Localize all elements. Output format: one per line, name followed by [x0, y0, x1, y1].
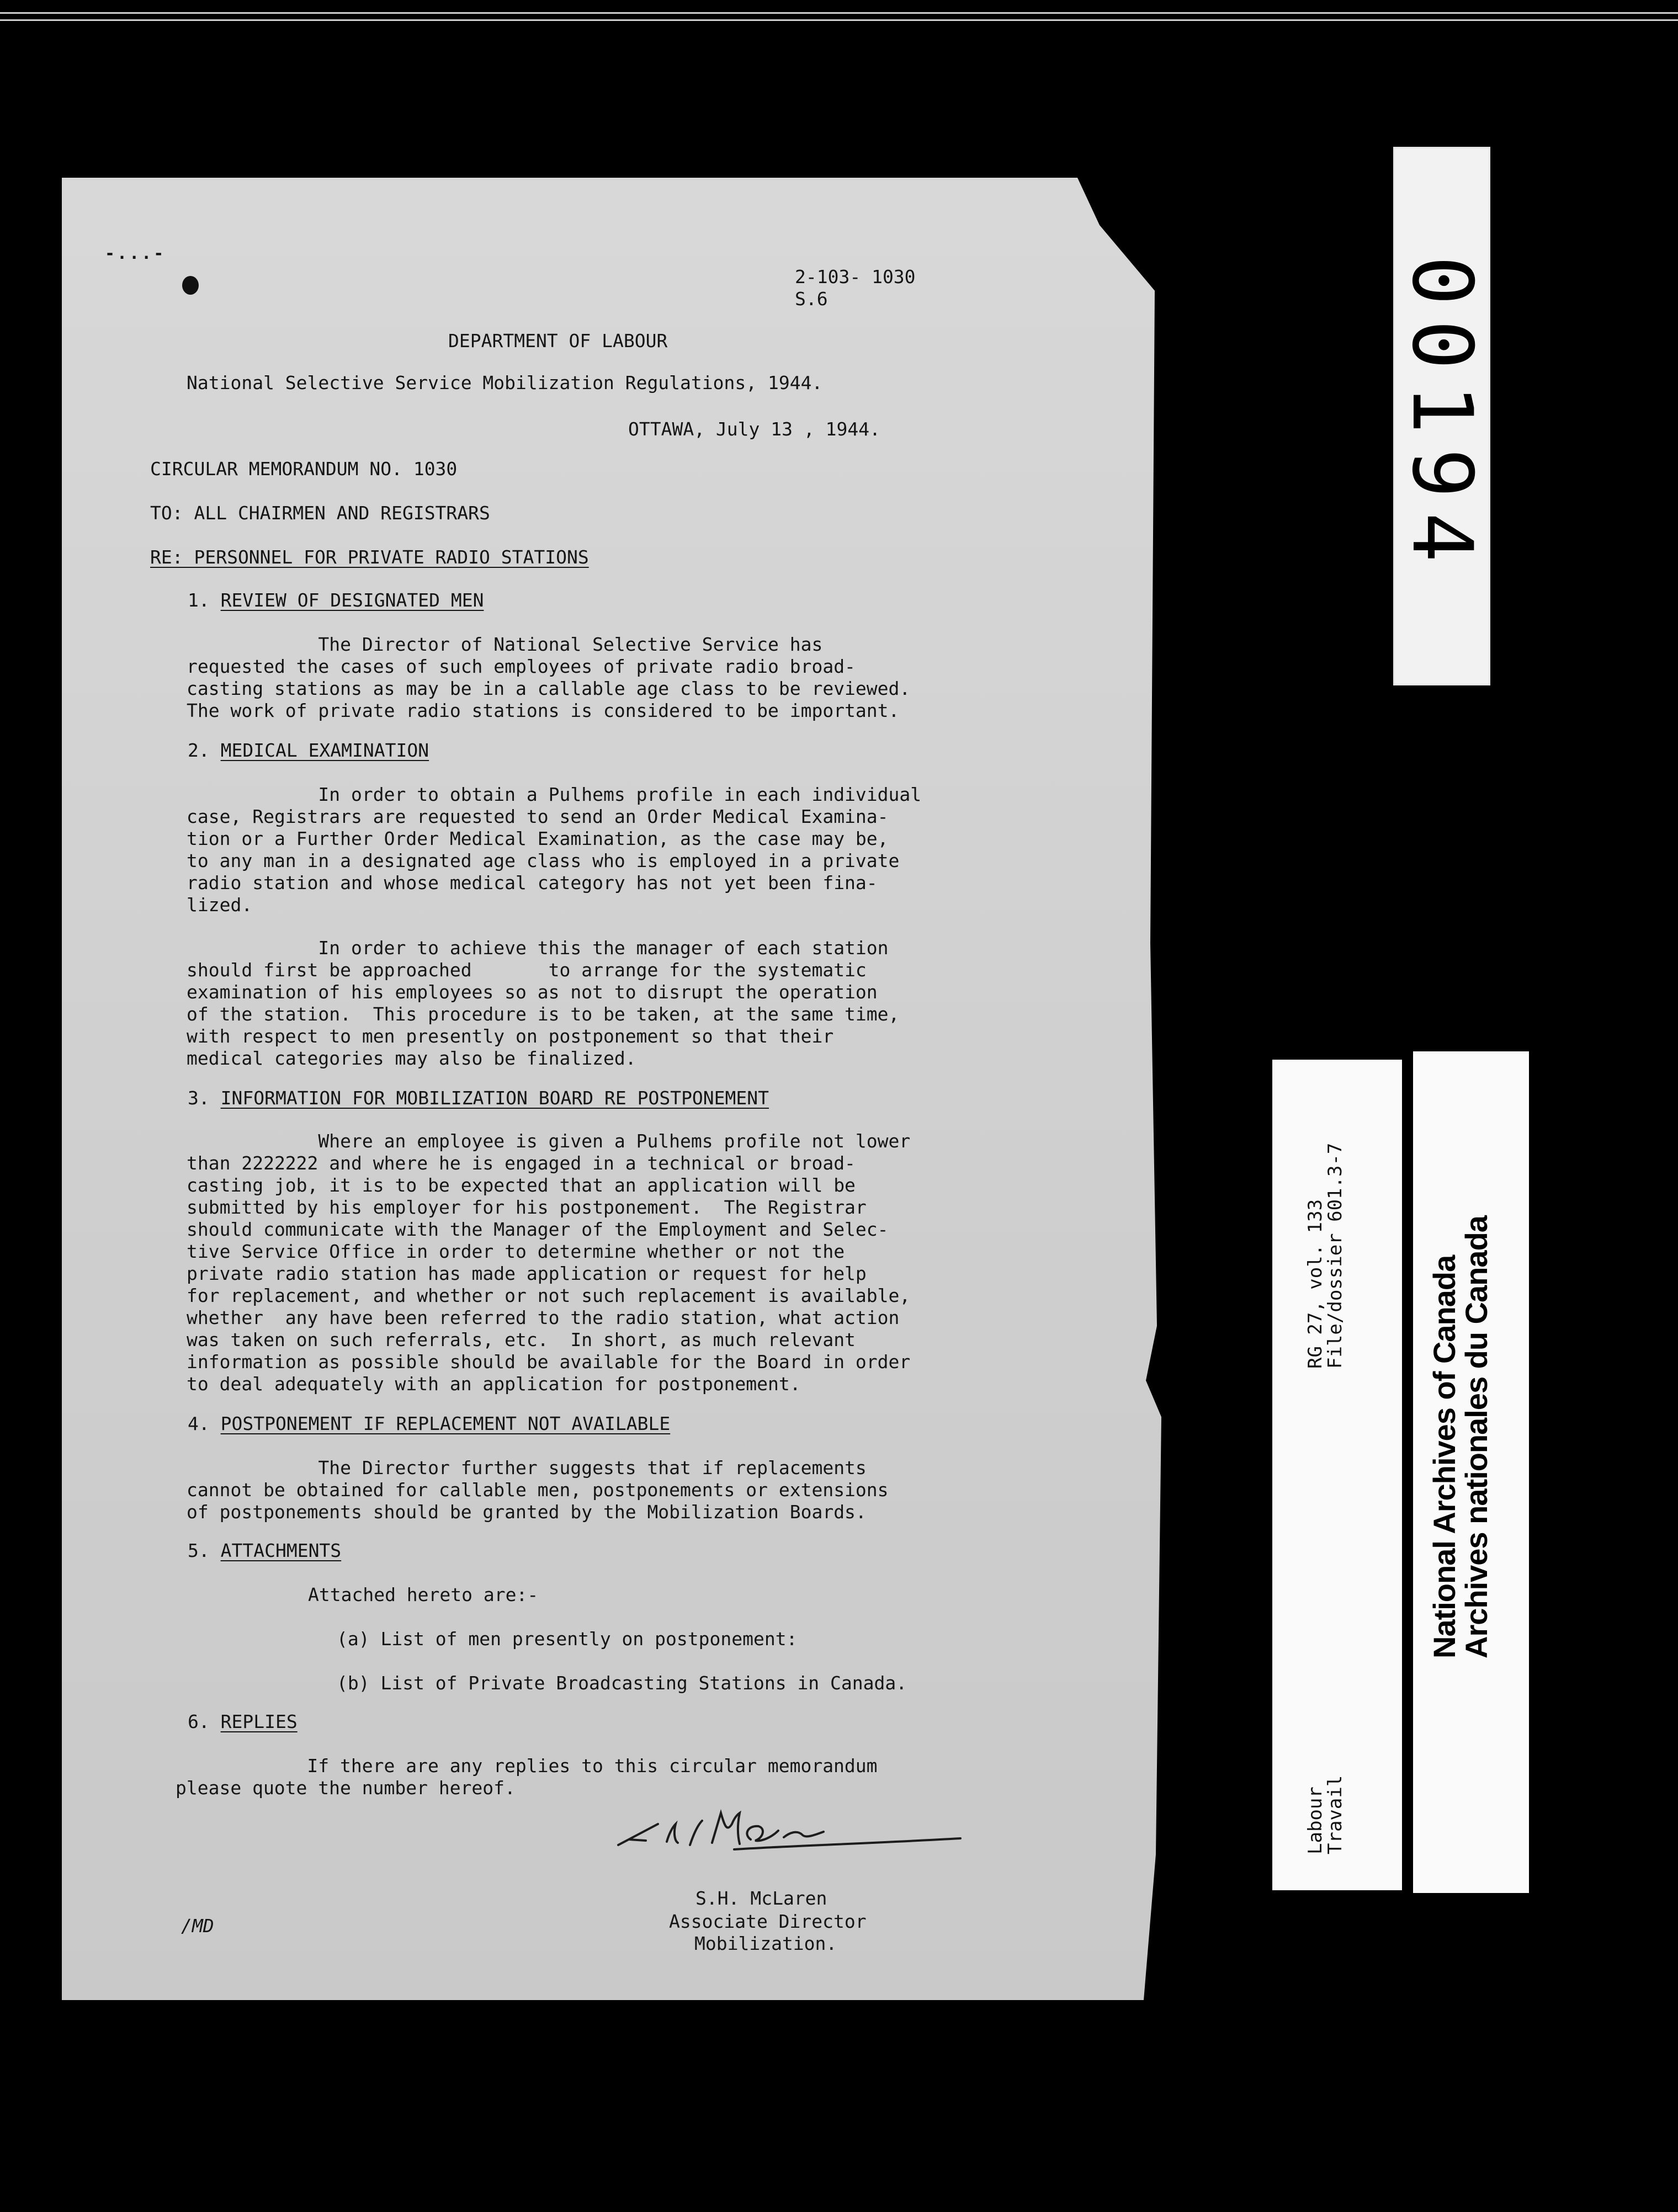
- section-2-paragraph-2: In order to achieve this the manager of each station should first be approached to arrange for the systematic examination of his employees so as not to disrupt the operation of the station. This procedure is to be taken, at the same time, with respect to men presently on postponement so that their medical categories may also be finalized.: [187, 937, 900, 1069]
- section-6-paragraph: If there are any replies to this circular memorandum please quote the number hereof.: [176, 1755, 878, 1799]
- place-date-line: OTTAWA, July 13 , 1944.: [628, 418, 880, 440]
- file-reference: 2-103- 1030: [795, 266, 916, 288]
- section-1-paragraph: The Director of National Selective Service has requested the cases of such employees of private radio broad- casting stations as may be in a callable age class to be reviewed. The work of private radio stations is considered to be important.: [187, 634, 911, 721]
- section-4-paragraph: The Director further suggests that if replacements cannot be obtained for callable men, postponements or extensions of postponements should be granted by the Mobilization Boards.: [187, 1457, 889, 1523]
- punch-hole-mark: [182, 276, 199, 295]
- archive-institution-card: [1413, 1051, 1529, 1893]
- signatory-title: Associate Director: [669, 1911, 867, 1932]
- archive-institution: National Archives of Canada Archives nationales du Canada: [1427, 1216, 1494, 1658]
- signatory-name: S.H. McLaren: [695, 1887, 827, 1909]
- section-1-heading: 1. REVIEW OF DESIGNATED MEN: [188, 589, 484, 611]
- attachments-intro: Attached hereto are:-: [308, 1584, 539, 1605]
- section-2-paragraph-1: In order to obtain a Pulhems profile in each individual case, Registrars are requested to send an Order Medical Examina- tion or a Further Order Medical Examination, as the case may be, to any man in a designated age class who is employed in a private radio station and whose medical category has not yet been fina- lized.: [187, 784, 922, 916]
- archive-department: Labour Travail: [1304, 1775, 1346, 1854]
- regulations-line: National Selective Service Mobilization Regulations, 1944.: [187, 372, 823, 394]
- attachment-item: (a) List of men presently on postponement:: [337, 1628, 798, 1650]
- handwritten-signature: [607, 1802, 971, 1874]
- scanner-top-rule: [0, 12, 1678, 21]
- section-6-heading: 6. REPLIES: [188, 1711, 298, 1732]
- typist-initials: /MD: [181, 1915, 214, 1937]
- archive-file-number: 00194: [1394, 256, 1490, 577]
- file-sub-reference: S.6: [795, 288, 828, 310]
- section-4-heading: 4. POSTPONEMENT IF REPLACEMENT NOT AVAILABLE: [188, 1413, 671, 1434]
- section-5-heading: 5. ATTACHMENTS: [188, 1540, 342, 1561]
- section-3-paragraph: Where an employee is given a Pulhems profile not lower than 2222222 and where he is engaged in a technical or broad- casting job, it is to be expected that an application will be submitted by his employer for his postponement. The Registrar should communicate with the Manager of the Employment and Selec- tive Service Office in order to determine whether or not the private radio station has made application or request for help for replacement, and whether or not such replacement is available, whether any have been referred to the radio station, what action was taken on such referrals, etc. In short, as much relevant information as possible should be available for the Board in order to deal adequately with an application for postponement.: [187, 1130, 911, 1395]
- department-heading: DEPARTMENT OF LABOUR: [448, 330, 668, 352]
- subject-line: RE: PERSONNEL FOR PRIVATE RADIO STATIONS: [150, 546, 589, 568]
- archive-reference: RG 27, vol. 133 File/dossier 601.3-7: [1304, 1142, 1346, 1369]
- addressee-line: TO: ALL CHAIRMEN AND REGISTRARS: [150, 502, 490, 524]
- section-2-heading: 2. MEDICAL EXAMINATION: [188, 740, 429, 761]
- archive-reference-card: [1272, 1060, 1402, 1890]
- ink-mark: -...-: [105, 244, 166, 263]
- section-3-heading: 3. INFORMATION FOR MOBILIZATION BOARD RE POSTPONEMENT: [188, 1087, 769, 1109]
- attachment-item: (b) List of Private Broadcasting Stations in Canada.: [337, 1672, 907, 1694]
- archive-file-number-tag: [1393, 147, 1490, 685]
- signatory-unit: Mobilization.: [694, 1933, 837, 1954]
- circular-number: CIRCULAR MEMORANDUM NO. 1030: [150, 458, 458, 480]
